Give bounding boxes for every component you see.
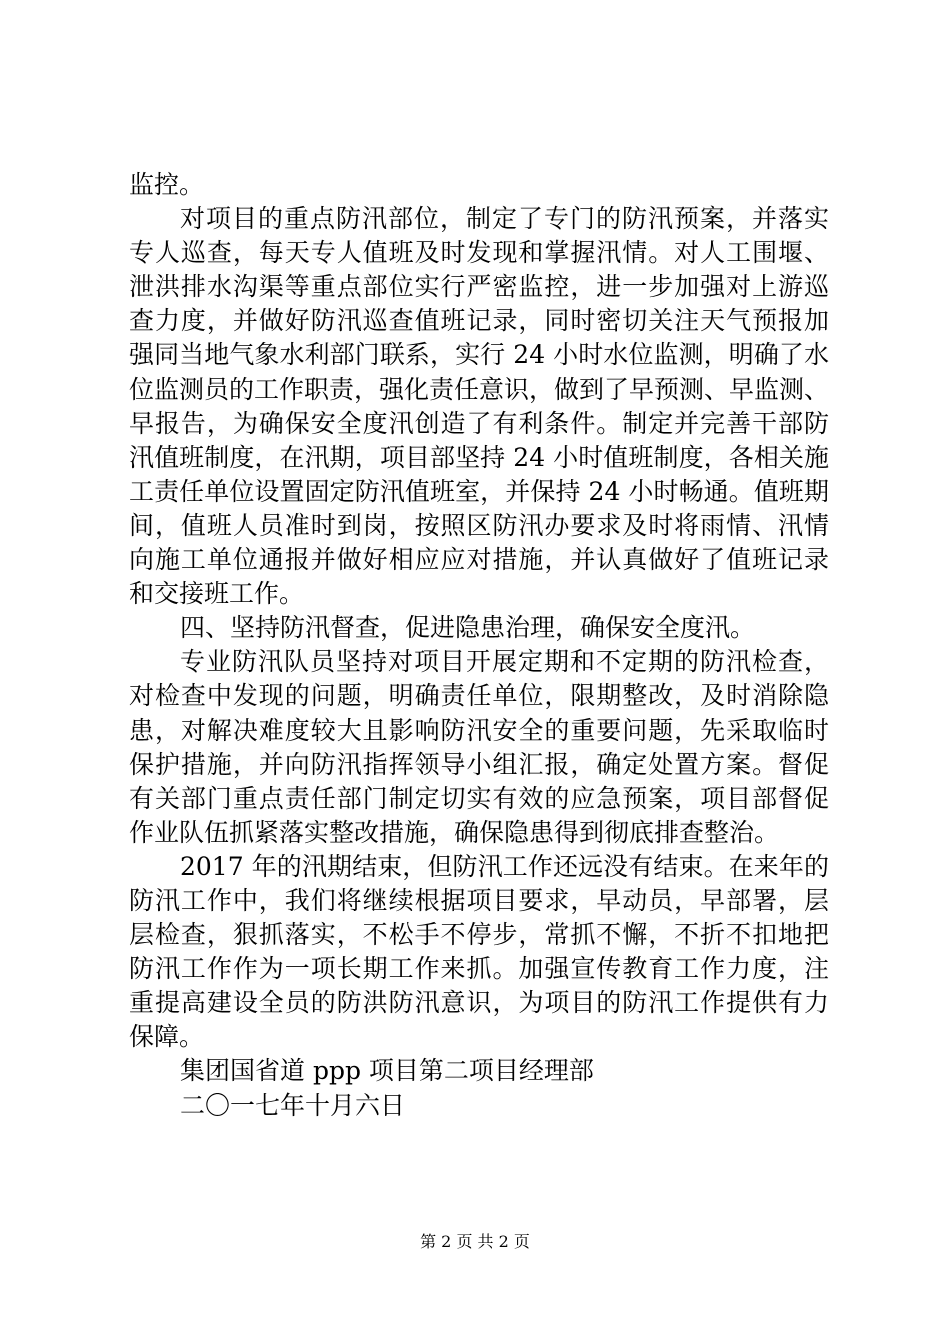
page-footer: 第 2 页 共 2 页 (420, 1232, 530, 1251)
text-line: 专业防汛队员坚持对项目开展定期和不定期的防汛检查， (180, 647, 829, 677)
text-line: 对项目的重点防汛部位，制定了专门的防汛预案，并落实 (180, 204, 829, 234)
text-line: 汛值班制度，在汛期，项目部坚持 24 小时值班制度，各相关施 (129, 442, 829, 472)
text-line: 集团国省道 ppp 项目第二项目经理部 (180, 1056, 594, 1086)
document-body (129, 168, 829, 1123)
text-line: 位监测员的工作职责，强化责任意识，做到了早预测、早监测、 (129, 374, 830, 404)
text-line: 泄洪排水沟渠等重点部位实行严密监控，进一步加强对上游巡 (129, 272, 829, 302)
text-line: 防汛工作中，我们将继续根据项目要求，早动员，早部署，层 (129, 885, 829, 915)
text-line: 向施工单位通报并做好相应应对措施，并认真做好了值班记录 (129, 545, 829, 575)
text-line: 二〇一七年十月六日 (180, 1090, 406, 1120)
text-line: 工责任单位设置固定防汛值班室，并保持 24 小时畅通。值班期 (129, 476, 829, 506)
text-line: 层检查，狠抓落实，不松手不停步，常抓不懈，不折不扣地把 (129, 920, 829, 950)
text-line: 间，值班人员准时到岗，按照区防汛办要求及时将雨情、汛情 (129, 510, 829, 540)
text-line: 查力度，并做好防汛巡查值班记录，同时密切关注天气预报加 (129, 306, 829, 336)
text-line: 强同当地气象水利部门联系，实行 24 小时水位监测，明确了水 (129, 340, 829, 370)
text-line: 监控。 (129, 170, 205, 199)
text-line: 保障。 (129, 1022, 205, 1052)
text-line: 四、坚持防汛督查，促进隐患治理，确保安全度汛。 (180, 613, 756, 643)
text-line: 有关部门重点责任部门制定切实有效的应急预案，项目部督促 (129, 783, 829, 813)
text-line: 患，对解决难度较大且影响防汛安全的重要问题，先采取临时 (129, 715, 829, 745)
text-line: 保护措施，并向防汛指挥领导小组汇报，确定处置方案。督促 (129, 749, 829, 779)
text-line: 防汛工作作为一项长期工作来抓。加强宣传教育工作力度，注 (129, 954, 829, 984)
text-line: 重提高建设全员的防洪防汛意识，为项目的防汛工作提供有力 (129, 988, 829, 1018)
text-line: 作业队伍抓紧落实整改措施，确保隐患得到彻底排查整治。 (129, 817, 780, 847)
text-line: 专人巡查，每天专人值班及时发现和掌握汛情。对人工围堰、 (129, 238, 829, 268)
text-line: 对检查中发现的问题，明确责任单位，限期整改，及时消除隐 (129, 681, 829, 711)
text-line: 2017 年的汛期结束，但防汛工作还远没有结束。在来年的 (180, 851, 829, 881)
text-line: 早报告，为确保安全度汛创造了有利条件。制定并完善干部防 (129, 408, 829, 438)
text-line: 和交接班工作。 (129, 579, 305, 609)
